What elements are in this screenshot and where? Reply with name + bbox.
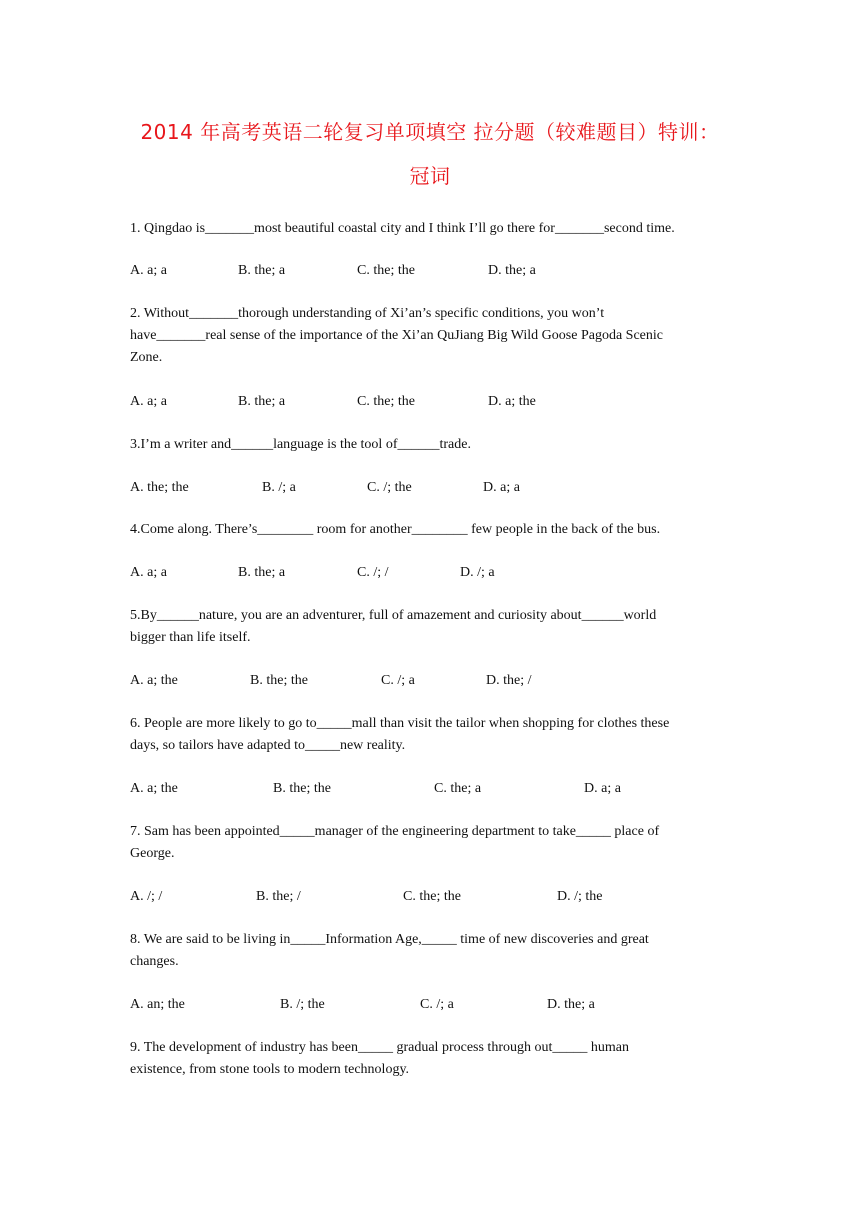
option-b: B. /; a xyxy=(262,480,296,495)
option-a: A. the; the xyxy=(130,480,189,495)
option-d: D. a; a xyxy=(584,781,621,796)
question-6-options xyxy=(130,778,750,800)
question-5-text: 5.By______nature, you are an adventurer, full of amazement and curiosity about______world xyxy=(130,608,657,623)
question-8-text: changes. xyxy=(130,954,179,969)
option-a: A. a; the xyxy=(130,781,178,796)
question-4-options xyxy=(130,562,750,584)
option-c: C. the; a xyxy=(434,781,482,796)
option-b: B. the; a xyxy=(238,394,286,409)
option-b: B. the; the xyxy=(250,673,308,688)
option-c: C. /; / xyxy=(357,565,389,580)
question-3-text: 3.I’m a writer and______language is the tool of______trade. xyxy=(130,437,471,452)
option-c: C. /; a xyxy=(420,997,454,1012)
question-2-text: have_______real sense of the importance of the Xi’an QuJiang Big Wild Goose Pagoda Scenic xyxy=(130,328,663,343)
option-d: D. /; a xyxy=(460,565,495,580)
question-3-options xyxy=(130,477,750,499)
option-d: D. /; the xyxy=(557,889,603,904)
option-c: C. /; a xyxy=(381,673,415,688)
option-c: C. /; the xyxy=(367,480,412,495)
question-7-text: George. xyxy=(130,846,175,861)
option-a: A. a; the xyxy=(130,673,178,688)
option-c: C. the; the xyxy=(357,394,415,409)
option-b: B. the; a xyxy=(238,565,286,580)
question-6-text: days, so tailors have adapted to_____new reality. xyxy=(130,738,406,753)
question-9-text: existence, from stone tools to modern technology. xyxy=(130,1062,410,1077)
option-b: B. the; / xyxy=(256,889,301,904)
question-5-options xyxy=(130,670,750,692)
option-c: C. the; the xyxy=(403,889,461,904)
question-2-options xyxy=(130,391,750,413)
question-8-options xyxy=(130,994,750,1016)
option-a: A. a; a xyxy=(130,263,167,278)
option-a: A. a; a xyxy=(130,394,167,409)
question-1-options xyxy=(130,260,750,282)
question-2-text: Zone. xyxy=(130,350,163,365)
option-d: D. a; a xyxy=(483,480,520,495)
question-6-text: 6. People are more likely to go to_____mall than visit the tailor when shopping for clothes these xyxy=(130,716,670,731)
question-8-text: 8. We are said to be living in_____Information Age,_____ time of new discoveries and great xyxy=(130,932,649,947)
option-c: C. the; the xyxy=(357,263,415,278)
question-9-text: 9. The development of industry has been_____ gradual process through out_____ human xyxy=(130,1040,629,1055)
option-d: D. a; the xyxy=(488,394,536,409)
option-a: A. /; / xyxy=(130,889,163,904)
question-4-text: 4.Come along. There’s________ room for another________ few people in the back of the bus. xyxy=(130,522,661,537)
option-b: B. the; the xyxy=(273,781,331,796)
option-d: D. the; / xyxy=(486,673,532,688)
option-b: B. /; the xyxy=(280,997,325,1012)
option-a: A. an; the xyxy=(130,997,185,1012)
question-5-text: bigger than life itself. xyxy=(130,630,251,645)
option-b: B. the; a xyxy=(238,263,286,278)
option-a: A. a; a xyxy=(130,565,167,580)
question-1-text: 1. Qingdao is_______most beautiful coastal city and I think I’ll go there for_______second time. xyxy=(130,221,675,236)
page-title-line-2: 冠词 xyxy=(409,164,451,188)
option-d: D. the; a xyxy=(488,263,536,278)
question-2-text: 2. Without_______thorough understanding of Xi’an’s specific conditions, you won’t xyxy=(130,306,605,321)
question-7-options xyxy=(130,886,750,908)
option-d: D. the; a xyxy=(547,997,595,1012)
page-title-line-1: 2014 年高考英语二轮复习单项填空 拉分题（较难题目）特训： xyxy=(140,120,720,144)
question-7-text: 7. Sam has been appointed_____manager of the engineering department to take_____ place of xyxy=(130,824,660,839)
